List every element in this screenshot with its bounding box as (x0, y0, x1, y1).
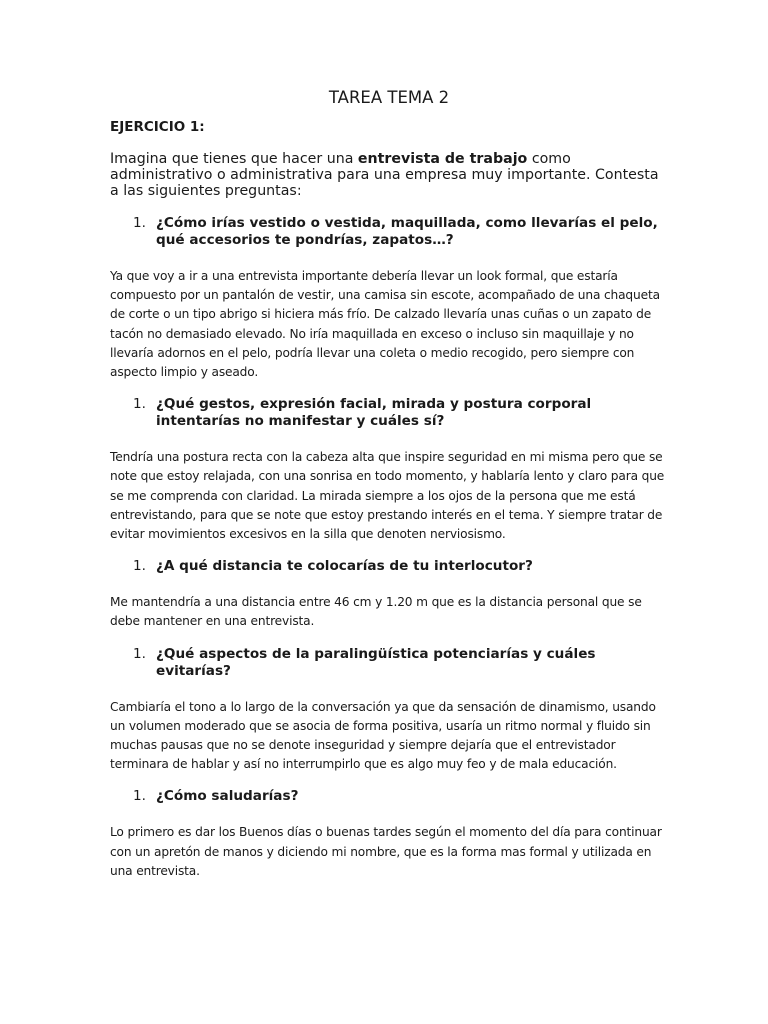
question-number: 1. (133, 396, 146, 413)
question-5 (110, 788, 665, 805)
intro-paragraph (110, 151, 665, 199)
question-4 (110, 646, 665, 680)
question-number: 1. (133, 645, 146, 662)
question-2 (110, 396, 665, 430)
answer-2: Tendría una postura recta con la cabeza alta que inspire seguridad en mi misma pero que se note que estoy relajada, con una sonrisa en todo momento, y hablaría lento y claro para que se me comprenda con claridad. La mirada siempre a los ojos de la persona que me está entrevistando, para que se note que estoy prestando interés en el tema. Y siempre tratar de evitar movimientos excesivos en la silla que denoten nerviosismo. (110, 450, 665, 542)
intro-text-end: como administrativo o administrativa para una empresa muy importante. Contesta a las siguientes preguntas: (110, 151, 659, 199)
answer-5: Lo primero es dar los Buenos días o buenas tardes según el momento del día para continuar con un apretón de manos y diciendo mi nombre, que es la forma mas formal y utilizada en una entrevista. (110, 825, 662, 878)
question-number: 1. (133, 215, 146, 231)
document-title: TAREA TEMA 2 (328, 88, 450, 107)
document-page (110, 88, 665, 895)
question-number: 1. (133, 788, 146, 805)
answer-1: Ya que voy a ir a una entrevista importante debería llevar un look formal, que estaría compuesto por un pantalón de vestir, una camisa sin escote, acompañado de una chaqueta de corte o un tipo abrigo si hiciera más frío. De calzado llevaría unas cuñas o un zapato de tacón no demasiado elevado. No iría maquillada en exceso o incluso sin maquillaje y no llevaría adornos en el pelo, podría llevar una coleta o medio recogido, pero siempre con aspecto limpio y aseado. (110, 269, 660, 380)
question-1 (110, 215, 665, 249)
intro-text-start: Imagina que tienes que hacer una (110, 151, 358, 167)
question-text: ¿Qué aspectos de la paralingüística potenciarías y cuáles evitarías? (156, 645, 596, 679)
question-3 (110, 558, 665, 575)
answer-4: Cambiaría el tono a lo largo de la conversación ya que da sensación de dinamismo, usando un volumen moderado que se asocia de forma positiva, usaría un ritmo normal y fluido sin muchas pausas que no se denote inseguridad y siempre dejaría que el entrevistador terminara de hablar y así no interrumpirlo que es algo muy feo y de mala educación. (110, 699, 656, 772)
question-text: ¿Cómo irías vestido o vestida, maquillada, como llevarías el pelo, qué accesorios te pondrías, zapatos…? (156, 215, 658, 248)
question-text: ¿A qué distancia te colocarías de tu interlocutor? (156, 558, 533, 575)
exercise-heading: EJERCICIO 1: (110, 119, 205, 135)
question-number: 1. (133, 558, 146, 575)
question-text: ¿Cómo saludarías? (156, 788, 299, 805)
question-text: ¿Qué gestos, expresión facial, mirada y postura corporal intentarías no manifestar y cuáles sí? (156, 396, 592, 430)
intro-bold-phrase: entrevista de trabajo (357, 151, 528, 167)
answer-3: Me mantendría a una distancia entre 46 cm y 1.20 m que es la distancia personal que se debe mantener en una entrevista. (110, 595, 642, 629)
